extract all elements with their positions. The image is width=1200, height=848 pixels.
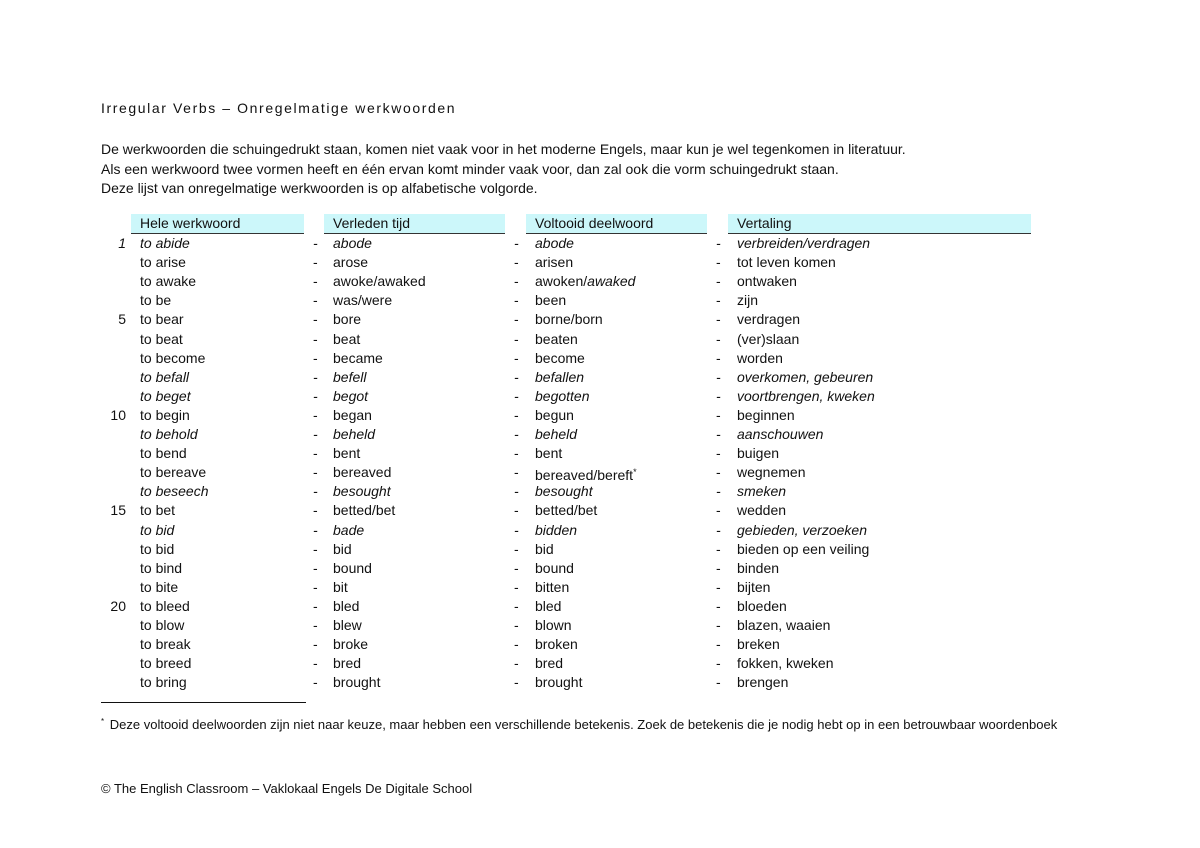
header-participle (526, 214, 707, 234)
table-row (0, 597, 1200, 616)
separator: - (313, 483, 318, 500)
intro-line: De werkwoorden die schuingedrukt staan, komen niet vaak voor in het moderne Engels, maar kun je wel tegenkomen in literatuur. (101, 141, 906, 157)
cell-infinitive: to bind (140, 559, 183, 576)
table-row (0, 501, 1200, 520)
row-number: 10 (110, 406, 126, 423)
cell-translation: bijten (737, 578, 771, 595)
cell-past: bid (333, 540, 352, 557)
separator: - (716, 330, 721, 347)
cell-translation: verdragen (737, 311, 801, 328)
cell-participle (535, 616, 572, 635)
header-past-label: Verleden tijd (333, 215, 411, 231)
participle-text: bid (535, 540, 554, 557)
header-past (324, 214, 505, 234)
participle-text: become (535, 349, 585, 366)
page-title: Irregular Verbs – Onregelmatige werkwoorden (101, 100, 457, 116)
cell-infinitive: to begin (140, 406, 190, 423)
separator: - (716, 540, 721, 557)
separator: - (514, 597, 519, 614)
participle-text: begun (535, 406, 574, 423)
separator: - (716, 368, 721, 385)
cell-infinitive: to bite (140, 578, 179, 595)
participle-text: abode (535, 235, 574, 251)
separator: - (514, 292, 519, 309)
participle-text: besought (535, 483, 593, 500)
separator: - (716, 521, 721, 538)
intro-line: Als een werkwoord twee vormen heeft en één ervan komt minder vaak voor, dan zal ook die vorm schuingedrukt staan. (101, 160, 839, 177)
cell-infinitive: to breed (140, 655, 192, 672)
cell-infinitive: to be (140, 292, 172, 309)
table-row (0, 444, 1200, 463)
cell-past: brought (333, 674, 381, 691)
table-row (0, 272, 1200, 291)
participle-text: bred (535, 655, 564, 672)
cell-past: beat (333, 330, 361, 347)
cell-translation: wegnemen (737, 464, 806, 481)
intro-text (101, 140, 906, 199)
cell-past: besought (333, 483, 391, 500)
separator: - (514, 235, 519, 251)
separator: - (313, 311, 318, 328)
cell-infinitive: to beget (140, 387, 191, 404)
footnote-reference: * (633, 467, 637, 478)
cell-participle (535, 253, 573, 272)
cell-participle (535, 310, 603, 329)
separator: - (313, 559, 318, 576)
cell-participle (535, 387, 590, 406)
participle-text: bled (535, 597, 562, 614)
separator: - (514, 406, 519, 423)
cell-past: broke (333, 636, 369, 653)
header-participle-label: Voltooid deelwoord (535, 215, 654, 231)
participle-text: bidden (535, 521, 578, 538)
separator: - (313, 445, 318, 462)
cell-translation: blazen, waaien (737, 617, 831, 633)
cell-participle (535, 482, 593, 501)
row-number: 1 (118, 235, 126, 251)
participle-text: brought (535, 674, 583, 691)
cell-past: awoke/awaked (333, 273, 426, 290)
cell-past: bled (333, 597, 360, 614)
row-number: 15 (110, 502, 126, 519)
separator: - (514, 521, 519, 538)
separator: - (514, 426, 519, 442)
table-row (0, 406, 1200, 425)
table-row (0, 425, 1200, 444)
separator: - (514, 655, 519, 672)
cell-infinitive: to befall (140, 368, 190, 385)
separator: - (313, 502, 318, 519)
participle-text: befallen (535, 368, 585, 385)
separator: - (716, 273, 721, 290)
separator: - (313, 636, 318, 653)
separator: - (313, 273, 318, 290)
footnote-text: Deze voltooid deelwoorden zijn niet naar keuze, maar hebben een verschillende betekenis. Zoek de betekenis die je nodig hebt op in een betrouwbaar woordenboek (109, 717, 1058, 732)
separator: - (716, 655, 721, 672)
cell-past: bent (333, 445, 361, 462)
participle-text: beheld (535, 426, 578, 442)
separator: - (313, 368, 318, 385)
separator: - (716, 349, 721, 366)
separator: - (313, 406, 318, 423)
separator: - (716, 235, 721, 251)
cell-past: became (333, 349, 383, 366)
cell-participle (535, 578, 569, 597)
separator: - (514, 330, 519, 347)
cell-participle (535, 635, 578, 654)
separator: - (716, 578, 721, 595)
separator: - (313, 674, 318, 691)
cell-participle (535, 654, 563, 673)
cell-infinitive: to beseech (140, 483, 209, 500)
cell-past: betted/bet (333, 502, 396, 519)
participle-text: broken (535, 636, 578, 653)
row-number: 5 (118, 311, 126, 328)
table-row (0, 482, 1200, 501)
table-row (0, 559, 1200, 578)
cell-past: bred (333, 655, 362, 672)
cell-participle (535, 234, 574, 253)
separator: - (514, 636, 519, 653)
table-row (0, 291, 1200, 310)
cell-past: blew (333, 617, 362, 633)
cell-participle (535, 673, 582, 692)
cell-infinitive: to bet (140, 502, 176, 519)
header-infinitive-label: Hele werkwoord (140, 215, 241, 231)
cell-translation: binden (737, 559, 780, 576)
separator: - (514, 483, 519, 500)
separator: - (313, 540, 318, 557)
cell-translation: gebieden, verzoeken (737, 521, 867, 538)
cell-translation: bieden op een veiling (737, 540, 870, 557)
cell-participle (535, 521, 577, 540)
cell-participle (535, 444, 562, 463)
separator: - (716, 617, 721, 633)
cell-translation: (ver)slaan (737, 330, 800, 347)
participle-text: bent (535, 445, 563, 462)
cell-participle (535, 330, 578, 349)
header-translation (728, 214, 1031, 234)
cell-infinitive: to bleed (140, 597, 190, 614)
cell-past: was/were (333, 292, 393, 309)
table-row (0, 635, 1200, 654)
cell-past: befell (333, 368, 367, 385)
separator: - (716, 406, 721, 423)
cell-participle (535, 368, 584, 387)
row-number: 20 (110, 597, 126, 614)
cell-past: arose (333, 254, 369, 271)
separator: - (716, 464, 721, 481)
cell-past: bore (333, 311, 362, 328)
table-row (0, 310, 1200, 329)
cell-infinitive: to beat (140, 330, 183, 347)
cell-translation: voortbrengen, kweken (737, 387, 875, 404)
cell-past: abode (333, 235, 372, 251)
cell-participle (535, 291, 566, 310)
separator: - (313, 655, 318, 672)
separator: - (514, 368, 519, 385)
participle-text: beaten (535, 330, 578, 347)
header-translation-label: Vertaling (737, 215, 792, 231)
table-row (0, 368, 1200, 387)
cell-translation: brengen (737, 674, 789, 691)
cell-translation: aanschouwen (737, 426, 824, 442)
table-row (0, 540, 1200, 559)
table-row (0, 578, 1200, 597)
separator: - (514, 540, 519, 557)
cell-infinitive: to awake (140, 273, 197, 290)
separator: - (313, 349, 318, 366)
separator: - (313, 578, 318, 595)
separator: - (514, 273, 519, 290)
cell-infinitive: to bereave (140, 464, 207, 481)
separator: - (313, 617, 318, 633)
separator: - (313, 426, 318, 442)
cell-past: bereaved (333, 464, 392, 481)
table-row (0, 253, 1200, 272)
cell-infinitive: to arise (140, 254, 186, 271)
cell-translation: wedden (737, 502, 787, 519)
cell-translation: verbreiden/verdragen (737, 235, 871, 251)
table-row (0, 349, 1200, 368)
cell-infinitive: to bid (140, 521, 175, 538)
cell-translation: smeken (737, 483, 787, 500)
separator: - (716, 311, 721, 328)
cell-translation: tot leven komen (737, 254, 836, 271)
separator: - (514, 617, 519, 633)
separator: - (514, 578, 519, 595)
participle-text: bound (535, 559, 574, 576)
separator: - (716, 292, 721, 309)
footnote-divider (101, 702, 306, 703)
cell-participle (535, 349, 585, 368)
footnote-mark: * (101, 717, 105, 726)
cell-participle (535, 540, 554, 559)
separator: - (313, 292, 318, 309)
cell-infinitive: to blow (140, 617, 185, 633)
separator: - (716, 597, 721, 614)
table-row (0, 330, 1200, 349)
footnote (101, 712, 1101, 734)
cell-participle (535, 597, 561, 616)
separator: - (514, 387, 519, 404)
header-infinitive (131, 214, 304, 234)
cell-infinitive: to behold (140, 426, 198, 442)
separator: - (313, 387, 318, 404)
participle-text: betted/bet (535, 502, 598, 519)
participle-text: awoken/ (535, 273, 588, 290)
separator: - (514, 349, 519, 366)
participle-text: bereaved/bereft (535, 467, 634, 484)
cell-translation: worden (737, 349, 783, 366)
separator: - (514, 502, 519, 519)
separator: - (313, 464, 318, 481)
cell-translation: bloeden (737, 597, 787, 614)
cell-infinitive: to break (140, 636, 191, 653)
participle-text-italic: awaked (587, 273, 636, 290)
cell-translation: breken (737, 636, 780, 653)
separator: - (716, 559, 721, 576)
separator: - (716, 674, 721, 691)
separator: - (313, 597, 318, 614)
table-row (0, 463, 1200, 482)
cell-translation: buigen (737, 445, 780, 462)
table-row (0, 521, 1200, 540)
table-row (0, 673, 1200, 692)
cell-translation: zijn (737, 292, 759, 309)
table-row (0, 234, 1200, 253)
participle-text: begotten (535, 387, 590, 404)
table-row (0, 654, 1200, 673)
cell-infinitive: to bid (140, 540, 175, 557)
cell-translation: beginnen (737, 406, 795, 423)
cell-participle (535, 425, 577, 444)
separator: - (514, 559, 519, 576)
cell-translation: fokken, kweken (737, 655, 834, 672)
table-row (0, 616, 1200, 635)
separator: - (716, 636, 721, 653)
cell-past: bit (333, 578, 348, 595)
cell-infinitive: to become (140, 349, 206, 366)
participle-text: arisen (535, 254, 574, 271)
cell-infinitive: to bring (140, 674, 187, 691)
separator: - (716, 426, 721, 442)
participle-text: been (535, 292, 567, 309)
cell-infinitive: to bear (140, 311, 184, 328)
cell-participle (535, 272, 635, 291)
cell-infinitive: to abide (140, 235, 190, 251)
separator: - (514, 445, 519, 462)
cell-past: bade (333, 521, 365, 538)
participle-text: bitten (535, 578, 570, 595)
copyright: © The English Classroom – Vaklokaal Engels De Digitale School (101, 781, 473, 796)
separator: - (716, 387, 721, 404)
participle-text: borne/born (535, 311, 603, 328)
separator: - (716, 502, 721, 519)
separator: - (313, 254, 318, 271)
separator: - (716, 483, 721, 500)
intro-line: Deze lijst van onregelmatige werkwoorden is op alfabetische volgorde. (101, 180, 538, 196)
separator: - (514, 311, 519, 328)
separator: - (514, 464, 519, 481)
cell-translation: overkomen, gebeuren (737, 368, 874, 385)
table-row (0, 387, 1200, 406)
participle-text: blown (535, 617, 572, 633)
separator: - (313, 330, 318, 347)
cell-past: begot (333, 387, 369, 404)
cell-translation: ontwaken (737, 273, 797, 290)
separator: - (716, 254, 721, 271)
cell-infinitive: to bend (140, 445, 187, 462)
cell-past: began (333, 406, 372, 423)
cell-participle (535, 501, 597, 520)
cell-past: bound (333, 559, 372, 576)
separator: - (514, 674, 519, 691)
separator: - (514, 254, 519, 271)
separator: - (313, 235, 318, 251)
cell-participle (535, 559, 574, 578)
separator: - (716, 445, 721, 462)
cell-past: beheld (333, 426, 376, 442)
cell-participle (535, 406, 574, 425)
separator: - (313, 521, 318, 538)
